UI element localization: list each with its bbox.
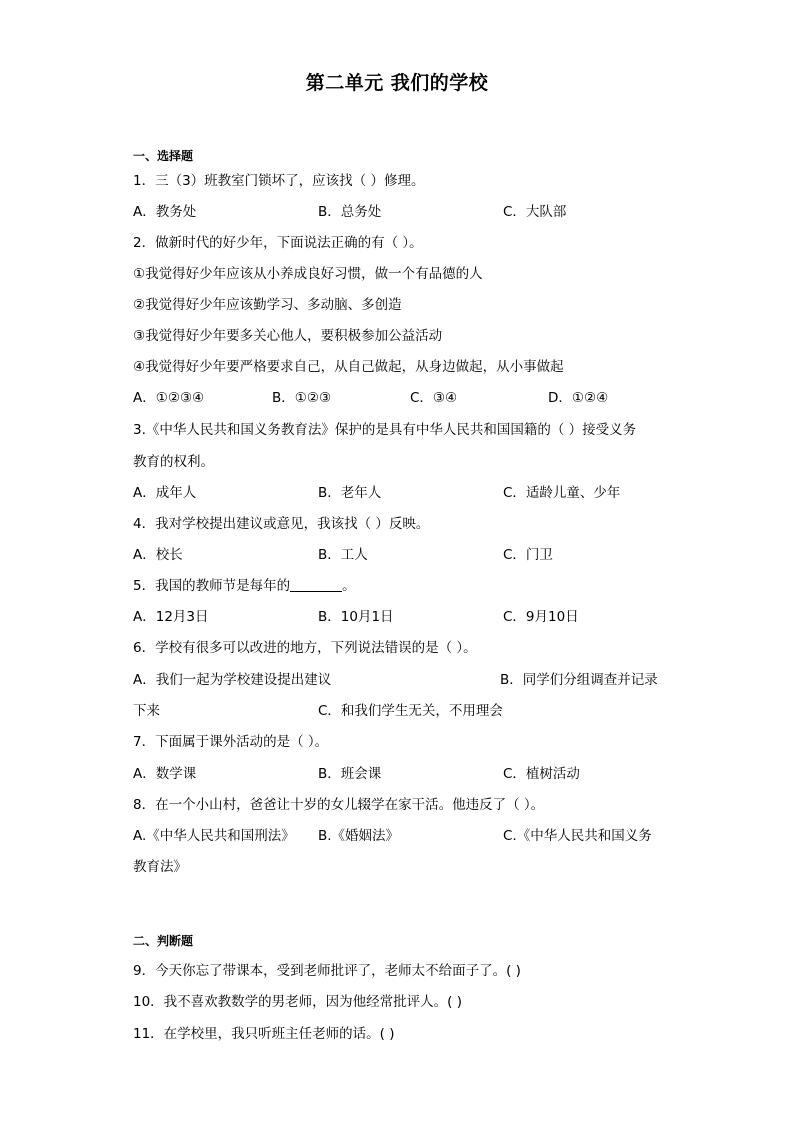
question-8-stem: 8．在一个小山村，爸爸让十岁的女儿辍学在家干活。他违反了（ ）。 xyxy=(133,797,545,813)
question-11-stem: 11．在学校里，我只听班主任老师的话。( ) xyxy=(133,1026,395,1042)
question-1-option-b: B．总务处 xyxy=(318,204,382,220)
question-4-option-a: A．校长 xyxy=(133,547,183,563)
question-8-option-c: C.《中华人民共和国义务 xyxy=(503,828,652,844)
question-4-stem: 4．我对学校提出建议或意见，我该找（ ）反映。 xyxy=(133,516,430,532)
question-8-option-b: B.《婚姻法》 xyxy=(318,828,400,844)
question-4-option-b: B．工人 xyxy=(318,547,368,563)
question-6-option-a: A．我们一起为学校建设提出建议 xyxy=(133,672,332,688)
question-3-option-a: A．成年人 xyxy=(133,485,197,501)
question-5-stem-pre: 5．我国的教师节是每年的 xyxy=(133,578,291,594)
question-5-stem-post: 。 xyxy=(342,578,356,594)
answer-blank[interactable] xyxy=(290,577,342,592)
question-4-option-c: C．门卫 xyxy=(503,547,553,563)
section-heading-choice: 一、选择题 xyxy=(133,149,194,163)
question-6-option-b-continued: 下来 xyxy=(133,703,160,719)
question-6-stem: 6．学校有很多可以改进的地方，下列说法错误的是（ ）。 xyxy=(133,640,477,656)
page-title: 第二单元 我们的学校 xyxy=(305,72,489,94)
question-3-option-c: C．适龄儿童、少年 xyxy=(503,485,621,501)
question-3-stem-line-2: 教育的权利。 xyxy=(133,454,214,470)
question-2-stem: 2．做新时代的好少年，下面说法正确的有（ ）。 xyxy=(133,235,423,251)
question-9-stem: 9．今天你忘了带课本，受到老师批评了，老师太不给面子了。( ) xyxy=(133,963,521,979)
question-2-statement-1: ①我觉得好少年应该从小养成良好习惯，做一个有品德的人 xyxy=(133,266,483,282)
question-5-option-c: C．9月10日 xyxy=(503,609,579,625)
question-5-option-a: A．12月3日 xyxy=(133,609,209,625)
question-2-option-c: C．③④ xyxy=(410,390,458,406)
question-2-statement-2: ②我觉得好少年应该勤学习、多动脑、多创造 xyxy=(133,297,402,313)
question-7-stem: 7．下面属于课外活动的是（ ）。 xyxy=(133,734,329,750)
question-1-stem: 1．三（3）班教室门锁坏了，应该找（ ）修理。 xyxy=(133,173,425,189)
question-6-option-b: B．同学们分组调查并记录 xyxy=(500,672,658,688)
question-2-option-b: B．①②③ xyxy=(272,390,332,406)
question-5-option-b: B．10月1日 xyxy=(318,609,394,625)
question-2-option-a: A．①②③④ xyxy=(133,390,205,406)
section-heading-judgment: 二、判断题 xyxy=(133,934,194,948)
question-8-option-c-continued: 教育法》 xyxy=(133,859,187,875)
question-1-option-a: A．教务处 xyxy=(133,204,197,220)
question-3-stem-line-1: 3.《中华人民共和国义务教育法》保护的是具有中华人民共和国国籍的（ ）接受义务 xyxy=(133,422,637,438)
question-2-statement-3: ③我觉得好少年要多关心他人，要积极参加公益活动 xyxy=(133,328,443,344)
question-6-option-c: C．和我们学生无关，不用理会 xyxy=(318,703,503,719)
question-1-option-c: C．大队部 xyxy=(503,204,567,220)
question-7-option-a: A．数学课 xyxy=(133,766,197,782)
question-7-option-b: B．班会课 xyxy=(318,766,382,782)
question-3-option-b: B．老年人 xyxy=(318,485,382,501)
question-10-stem: 10．我不喜欢教数学的男老师，因为他经常批评人。( ) xyxy=(133,994,463,1010)
question-2-option-d: D．①②④ xyxy=(548,390,609,406)
question-5-stem xyxy=(133,577,356,595)
question-8-option-a: A.《中华人民共和国刑法》 xyxy=(133,828,295,844)
question-7-option-c: C．植树活动 xyxy=(503,766,580,782)
question-2-statement-4: ④我觉得好少年要严格要求自己，从自己做起，从身边做起，从小事做起 xyxy=(133,359,564,375)
